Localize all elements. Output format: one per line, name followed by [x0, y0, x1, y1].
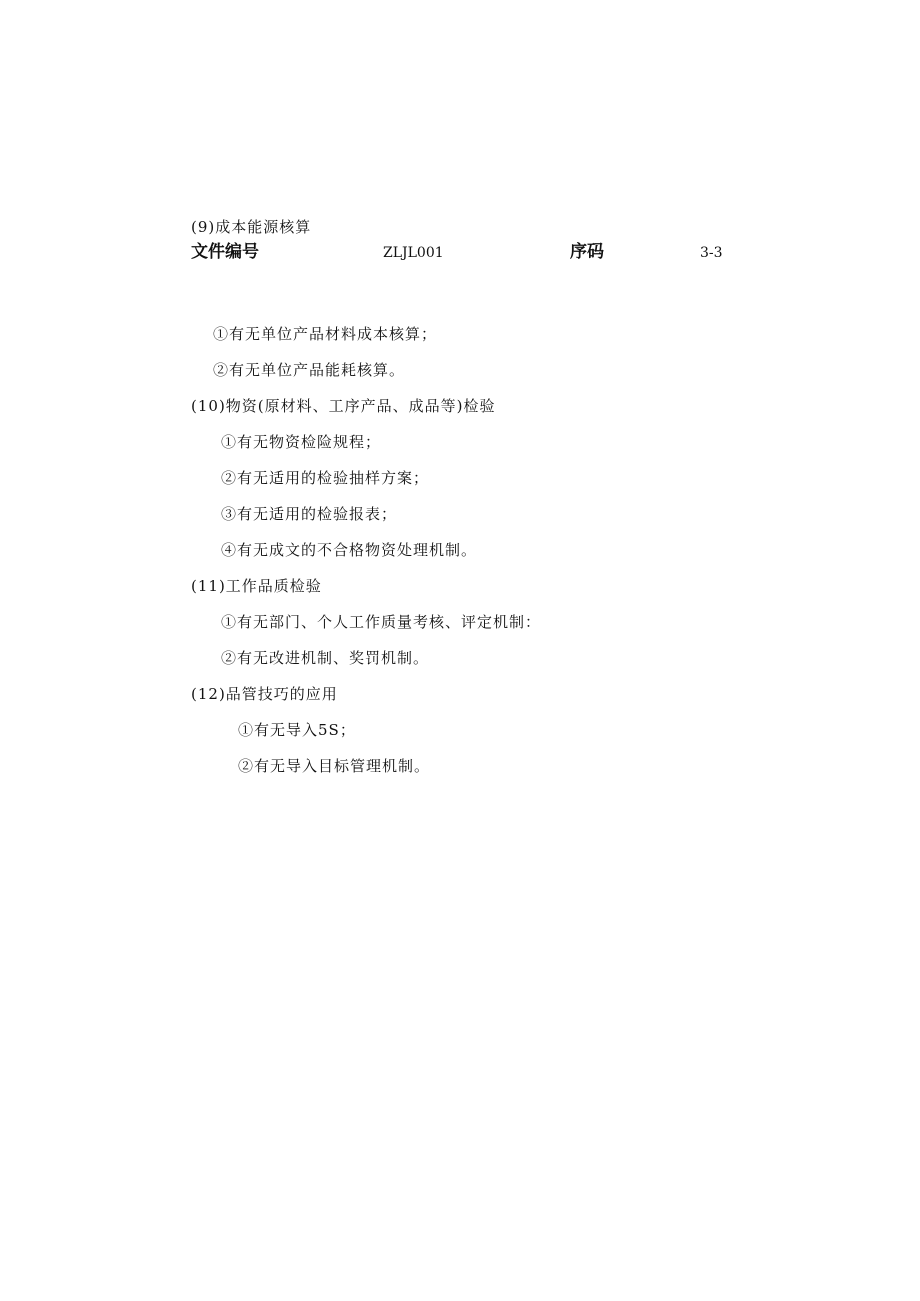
section-10-item-4: ④有无成文的不合格物资处理机制。: [221, 541, 478, 559]
section-11-item-1: ①有无部门、个人工作质量考核、评定机制：: [221, 613, 542, 631]
section-10-item-1: ①有无物资检险规程；: [221, 433, 382, 451]
sequence-label: 序码: [570, 242, 604, 262]
section-10-item-3: ③有无适用的检验报表；: [221, 505, 398, 523]
section-12-item-2: ②有无导入目标管理机制。: [238, 757, 431, 775]
section-11-title: (11)工作品质检验: [191, 577, 322, 595]
section-9-item-2: ②有无单位产品能耗核算。: [213, 361, 406, 379]
section-12-item-1: ①有无导入5S；: [238, 721, 356, 739]
section-12-title: (12)品管技巧的应用: [191, 685, 338, 703]
sequence-value: 3-3: [700, 245, 723, 261]
file-number-label: 文件编号: [191, 242, 259, 262]
section-10-title: (10)物资(原材料、工序产品、成品等)检验: [191, 397, 496, 415]
section-10-item-2: ②有无适用的检验抽样方案；: [221, 469, 430, 487]
section-11-item-2: ②有无改进机制、奖罚机制。: [221, 649, 430, 667]
section-9-item-1: ①有无单位产品材料成本核算；: [213, 325, 438, 343]
section-9-title: (9)成本能源核算: [191, 218, 312, 236]
file-number-value: ZLJL001: [383, 245, 444, 261]
